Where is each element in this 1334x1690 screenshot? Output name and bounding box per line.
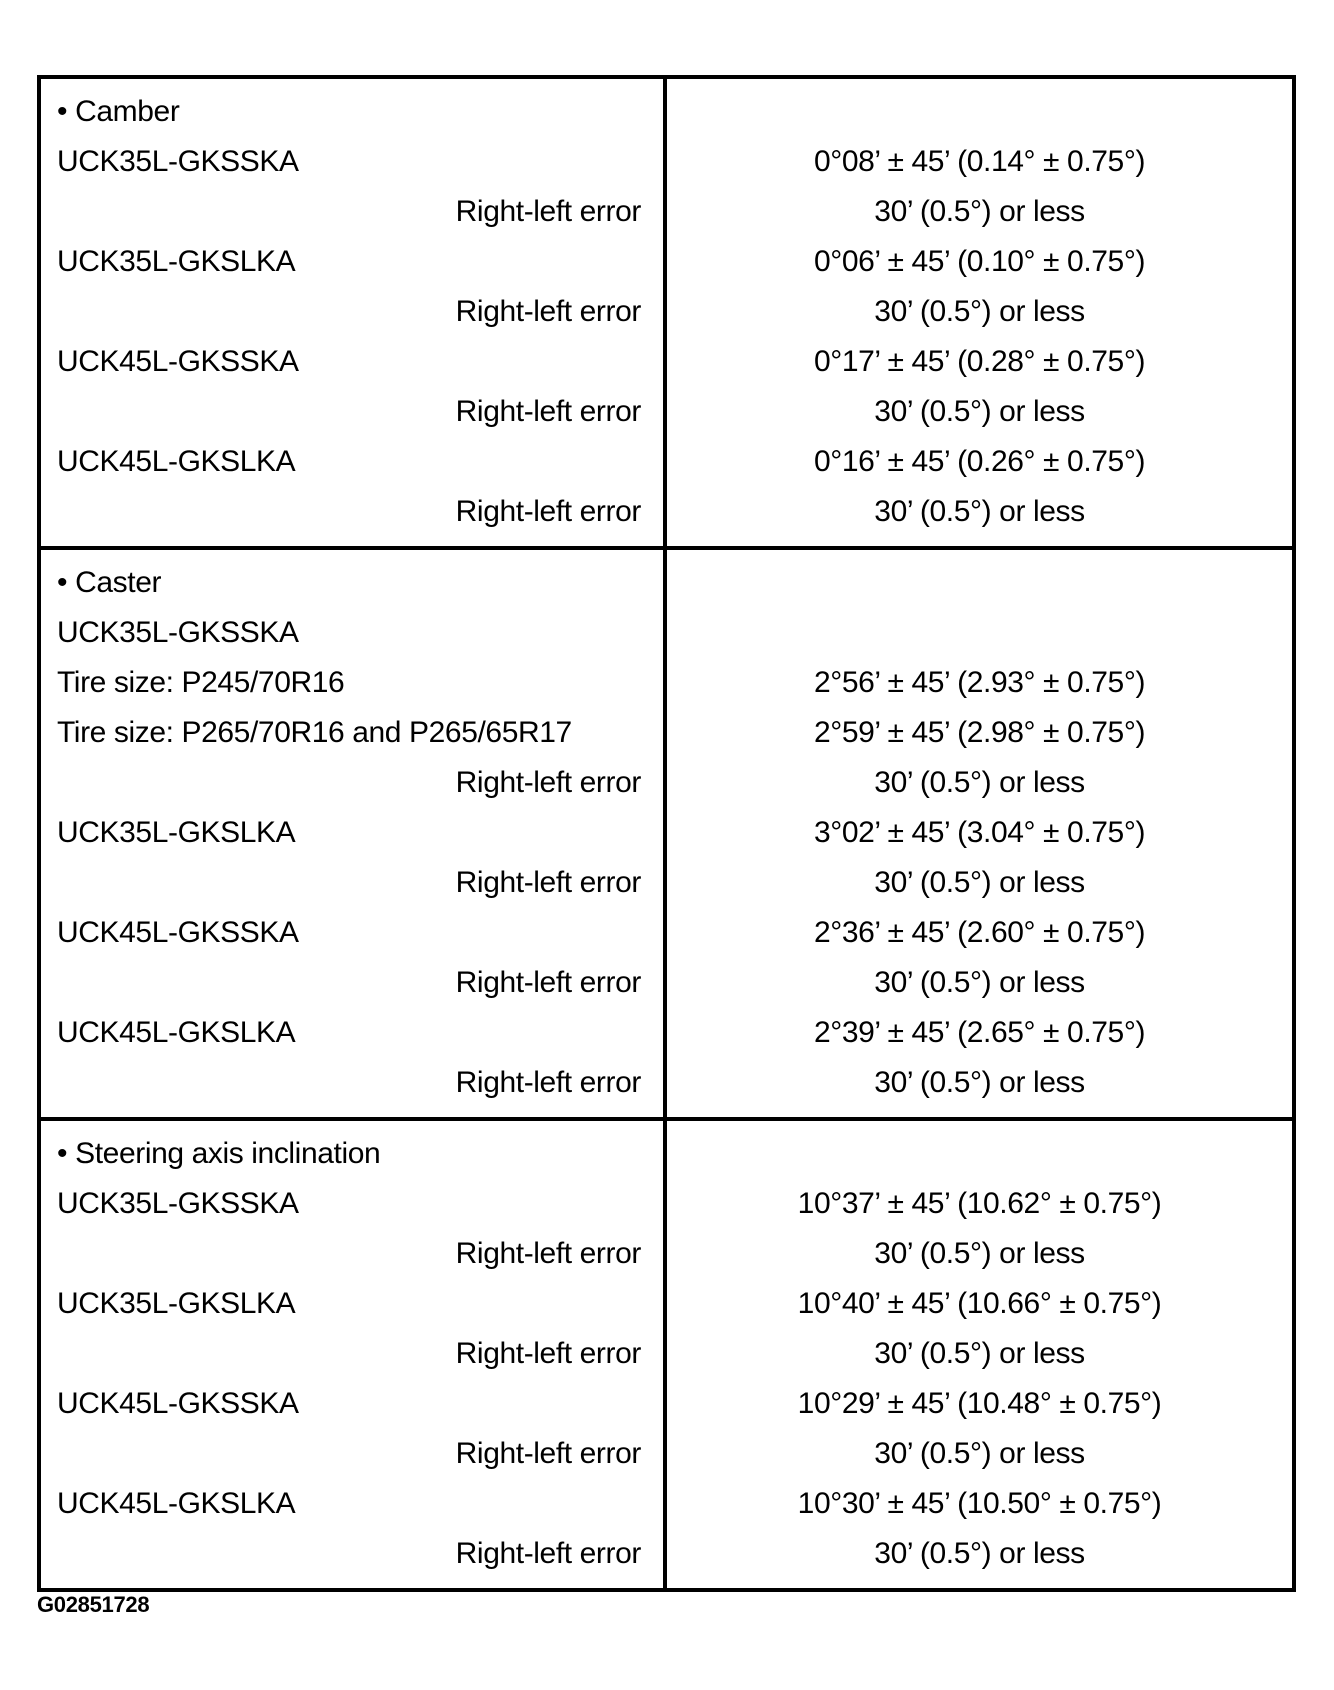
- spec-value: 2°39’ ± 45’ (2.65° ± 0.75°): [813, 1016, 1146, 1049]
- section-camber: [41, 79, 1292, 546]
- section-steering-axis-inclination: [41, 1117, 1292, 1588]
- bullet-icon: •: [57, 566, 68, 599]
- error-value: 30’ (0.5°) or less: [874, 1066, 1085, 1099]
- spec-value: 0°06’ ± 45’ (0.10° ± 0.75°): [813, 245, 1146, 278]
- tire-size-label: Tire size: P265/70R16 and P265/65R17: [57, 716, 572, 749]
- model-label: UCK35L-GKSSKA: [57, 145, 299, 178]
- model-label: UCK35L-GKSLKA: [57, 816, 296, 849]
- error-value: 30’ (0.5°) or less: [874, 966, 1085, 999]
- error-value: 30’ (0.5°) or less: [874, 766, 1085, 799]
- spacer: [667, 87, 1292, 137]
- spec-value: 0°17’ ± 45’ (0.28° ± 0.75°): [813, 345, 1146, 378]
- right-left-error-label: Right-left error: [455, 195, 641, 228]
- error-value: 30’ (0.5°) or less: [874, 1237, 1085, 1270]
- section-sai-labels: [41, 1121, 667, 1588]
- spec-value: 0°08’ ± 45’ (0.14° ± 0.75°): [813, 145, 1146, 178]
- spec-value: 3°02’ ± 45’ (3.04° ± 0.75°): [813, 816, 1146, 849]
- section-title: [57, 87, 641, 137]
- figure-id-caption: G02851728: [37, 1592, 150, 1617]
- section-title-text: Steering axis inclination: [75, 1137, 381, 1170]
- section-caster-values: [667, 550, 1292, 1117]
- error-value: 30’ (0.5°) or less: [874, 866, 1085, 899]
- model-label: UCK45L-GKSSKA: [57, 345, 299, 378]
- alignment-spec-table: [37, 75, 1296, 1592]
- error-value: 30’ (0.5°) or less: [874, 1437, 1085, 1470]
- bullet-icon: •: [57, 95, 68, 128]
- right-left-error-label: Right-left error: [455, 295, 641, 328]
- error-value: 30’ (0.5°) or less: [874, 1337, 1085, 1370]
- right-left-error-label: Right-left error: [455, 866, 641, 899]
- section-title: [57, 1129, 641, 1179]
- error-value: 30’ (0.5°) or less: [874, 295, 1085, 328]
- model-label: UCK35L-GKSSKA: [57, 1187, 299, 1220]
- spec-value: 10°37’ ± 45’ (10.62° ± 0.75°): [797, 1187, 1162, 1220]
- section-title-text: Caster: [75, 566, 162, 599]
- right-left-error-label: Right-left error: [455, 1066, 641, 1099]
- section-camber-labels: [41, 79, 667, 546]
- spacer: [667, 608, 1292, 658]
- error-value: 30’ (0.5°) or less: [874, 1537, 1085, 1570]
- error-value: 30’ (0.5°) or less: [874, 495, 1085, 528]
- model-label: UCK45L-GKSSKA: [57, 916, 299, 949]
- section-caster-labels: [41, 550, 667, 1117]
- spec-value: 10°29’ ± 45’ (10.48° ± 0.75°): [797, 1387, 1162, 1420]
- model-label: UCK45L-GKSLKA: [57, 1016, 296, 1049]
- model-label: UCK35L-GKSLKA: [57, 245, 296, 278]
- section-sai-values: [667, 1121, 1292, 1588]
- spec-value: 10°40’ ± 45’ (10.66° ± 0.75°): [797, 1287, 1162, 1320]
- right-left-error-label: Right-left error: [455, 766, 641, 799]
- spec-value: 10°30’ ± 45’ (10.50° ± 0.75°): [797, 1487, 1162, 1520]
- model-label: UCK45L-GKSSKA: [57, 1387, 299, 1420]
- right-left-error-label: Right-left error: [455, 1237, 641, 1270]
- tire-size-label: Tire size: P245/70R16: [57, 666, 345, 699]
- spec-value: 2°59’ ± 45’ (2.98° ± 0.75°): [813, 716, 1146, 749]
- error-value: 30’ (0.5°) or less: [874, 195, 1085, 228]
- model-label: UCK35L-GKSLKA: [57, 1287, 296, 1320]
- spacer: [667, 558, 1292, 608]
- error-value: 30’ (0.5°) or less: [874, 395, 1085, 428]
- model-label: UCK45L-GKSLKA: [57, 1487, 296, 1520]
- right-left-error-label: Right-left error: [455, 1337, 641, 1370]
- section-title-text: Camber: [75, 95, 180, 128]
- bullet-icon: •: [57, 1137, 68, 1170]
- right-left-error-label: Right-left error: [455, 1437, 641, 1470]
- model-label: UCK45L-GKSLKA: [57, 445, 296, 478]
- right-left-error-label: Right-left error: [455, 395, 641, 428]
- right-left-error-label: Right-left error: [455, 966, 641, 999]
- spec-value: 2°36’ ± 45’ (2.60° ± 0.75°): [813, 916, 1146, 949]
- model-label: UCK35L-GKSSKA: [57, 616, 299, 649]
- spec-value: 0°16’ ± 45’ (0.26° ± 0.75°): [813, 445, 1146, 478]
- right-left-error-label: Right-left error: [455, 1537, 641, 1570]
- right-left-error-label: Right-left error: [455, 495, 641, 528]
- section-camber-values: [667, 79, 1292, 546]
- section-title: [57, 558, 641, 608]
- section-caster: [41, 546, 1292, 1117]
- spacer: [667, 1129, 1292, 1179]
- spec-value: 2°56’ ± 45’ (2.93° ± 0.75°): [813, 666, 1146, 699]
